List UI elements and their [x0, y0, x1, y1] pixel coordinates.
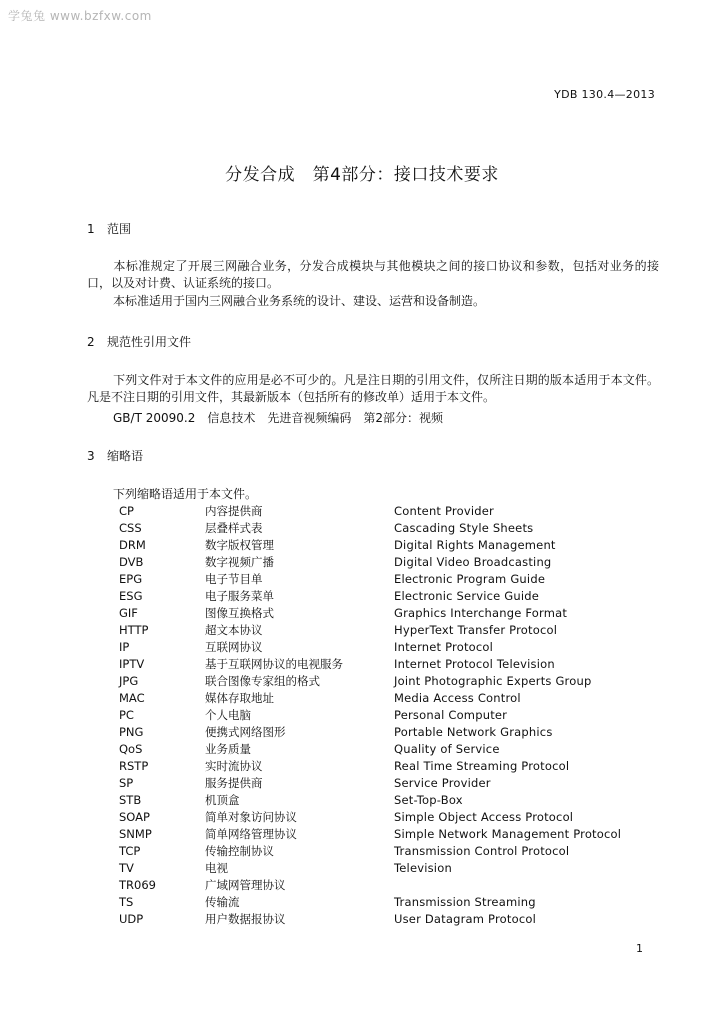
abbreviation-term: CP	[119, 504, 134, 518]
abbreviation-english: Electronic Program Guide	[394, 572, 546, 586]
abbreviation-term: TCP	[119, 844, 141, 858]
abbreviation-english: Digital Video Broadcasting	[394, 555, 552, 569]
section-title: 缩略语	[107, 449, 144, 463]
normative-reference: GB/T 20090.2 信息技术 先进音视频编码 第2部分：视频	[113, 411, 443, 425]
abbreviation-chinese: 简单网络管理协议	[205, 827, 297, 841]
abbreviation-chinese: 媒体存取地址	[205, 691, 274, 705]
abbreviation-chinese: 基于互联网协议的电视服务	[205, 657, 343, 671]
section-title: 范围	[107, 222, 132, 236]
watermark-text: 学兔兔 www.bzfxw.com	[8, 9, 152, 23]
abbreviation-term: UDP	[119, 912, 144, 926]
abbreviation-chinese: 传输控制协议	[205, 844, 274, 858]
abbreviation-term: DVB	[119, 555, 144, 569]
abbreviation-chinese: 便携式网络图形	[205, 725, 286, 739]
section-number: 1	[87, 222, 95, 236]
abbreviation-english: Television	[394, 861, 452, 875]
abbreviation-english: Set-Top-Box	[394, 793, 463, 807]
abbreviation-term: RSTP	[119, 759, 149, 773]
abbreviation-english: Joint Photographic Experts Group	[394, 674, 592, 688]
abbreviation-chinese: 电视	[205, 861, 228, 875]
section-1-heading	[87, 220, 131, 237]
abbreviation-chinese: 互联网协议	[205, 640, 263, 654]
document-title: 分发合成 第4部分：接口技术要求	[225, 165, 499, 185]
abbreviation-chinese: 实时流协议	[205, 759, 263, 773]
abbreviation-english: Simple Network Management Protocol	[394, 827, 622, 841]
abbreviation-term: QoS	[119, 742, 143, 756]
abbreviation-term: EPG	[119, 572, 143, 586]
section-2-heading	[87, 333, 191, 350]
abbreviation-chinese: 联合图像专家组的格式	[205, 674, 320, 688]
abbreviation-term: MAC	[119, 691, 145, 705]
abbreviation-chinese: 业务质量	[205, 742, 251, 756]
abbreviation-chinese: 数字视频广播	[205, 555, 274, 569]
abbreviation-english: Quality of Service	[394, 742, 500, 756]
section-title: 规范性引用文件	[107, 335, 192, 349]
abbreviation-english: Personal Computer	[394, 708, 508, 722]
page-number: 1	[636, 942, 643, 955]
abbreviation-term: GIF	[119, 606, 138, 620]
abbreviation-chinese: 个人电脑	[205, 708, 251, 722]
abbreviation-english: Digital Rights Management	[394, 538, 556, 552]
abbreviation-term: IPTV	[119, 657, 145, 671]
abbreviation-term: SNMP	[119, 827, 152, 841]
abbreviation-english: Transmission Control Protocol	[394, 844, 570, 858]
abbreviation-term: TV	[119, 861, 134, 875]
abbreviation-english: Content Provider	[394, 504, 494, 518]
abbreviation-chinese: 图像互换格式	[205, 606, 274, 620]
abbreviation-english: Service Provider	[394, 776, 491, 790]
abbreviation-english: HyperText Transfer Protocol	[394, 623, 558, 637]
abbreviation-term: TS	[119, 895, 134, 909]
section-1-paragraph-1: 本标准规定了开展三网融合业务，分发合成模块与其他模块之间的接口协议和参数，包括对业务的接口，以及对计费、认证系统的接口。	[87, 259, 659, 290]
abbreviation-english: Electronic Service Guide	[394, 589, 540, 603]
abbreviation-term: HTTP	[119, 623, 149, 637]
abbreviation-english: Graphics Interchange Format	[394, 606, 568, 620]
abbreviation-chinese: 简单对象访问协议	[205, 810, 297, 824]
abbreviation-chinese: 电子服务菜单	[205, 589, 274, 603]
section-number: 3	[87, 449, 95, 463]
section-1-paragraph-2: 本标准适用于国内三网融合业务系统的设计、建设、运营和设备制造。	[113, 294, 486, 308]
abbreviation-term: STB	[119, 793, 142, 807]
section-3-heading	[87, 447, 143, 464]
abbreviation-term: SOAP	[119, 810, 150, 824]
abbreviation-chinese: 传输流	[205, 895, 240, 909]
abbreviation-chinese: 电子节目单	[205, 572, 263, 586]
abbreviation-chinese: 服务提供商	[205, 776, 263, 790]
abbreviation-term: IP	[119, 640, 130, 654]
abbreviation-chinese: 机顶盒	[205, 793, 240, 807]
abbreviation-chinese: 层叠样式表	[205, 521, 263, 535]
abbreviation-term: TR069	[119, 878, 156, 892]
abbreviation-term: PNG	[119, 725, 144, 739]
abbreviation-english: Internet Protocol Television	[394, 657, 555, 671]
abbreviation-chinese: 用户数据报协议	[205, 912, 286, 926]
abbreviation-english: Internet Protocol	[394, 640, 494, 654]
abbreviation-term: ESG	[119, 589, 143, 603]
abbreviation-term: JPG	[119, 674, 139, 688]
abbreviation-english: Transmission Streaming	[394, 895, 536, 909]
section-number: 2	[87, 335, 95, 349]
abbreviation-chinese: 超文本协议	[205, 623, 263, 637]
abbreviation-term: SP	[119, 776, 134, 790]
section-2-paragraph-1: 下列文件对于本文件的应用是必不可少的。凡是注日期的引用文件，仅所注日期的版本适用于本文件。凡是不注日期的引用文件，其最新版本（包括所有的修改单）适用于本文件。	[87, 373, 659, 404]
abbreviation-english: Portable Network Graphics	[394, 725, 553, 739]
standard-code: YDB 130.4—2013	[554, 88, 655, 101]
abbreviation-term: DRM	[119, 538, 146, 552]
abbreviations-intro: 下列缩略语适用于本文件。	[113, 487, 258, 501]
abbreviation-term: CSS	[119, 521, 142, 535]
abbreviation-english: User Datagram Protocol	[394, 912, 537, 926]
abbreviation-term: PC	[119, 708, 134, 722]
abbreviation-chinese: 广域网管理协议	[205, 878, 286, 892]
abbreviation-english: Cascading Style Sheets	[394, 521, 534, 535]
abbreviation-chinese: 数字版权管理	[205, 538, 274, 552]
abbreviation-english: Media Access Control	[394, 691, 521, 705]
abbreviation-english: Simple Object Access Protocol	[394, 810, 574, 824]
abbreviation-english: Real Time Streaming Protocol	[394, 759, 570, 773]
abbreviation-chinese: 内容提供商	[205, 504, 263, 518]
